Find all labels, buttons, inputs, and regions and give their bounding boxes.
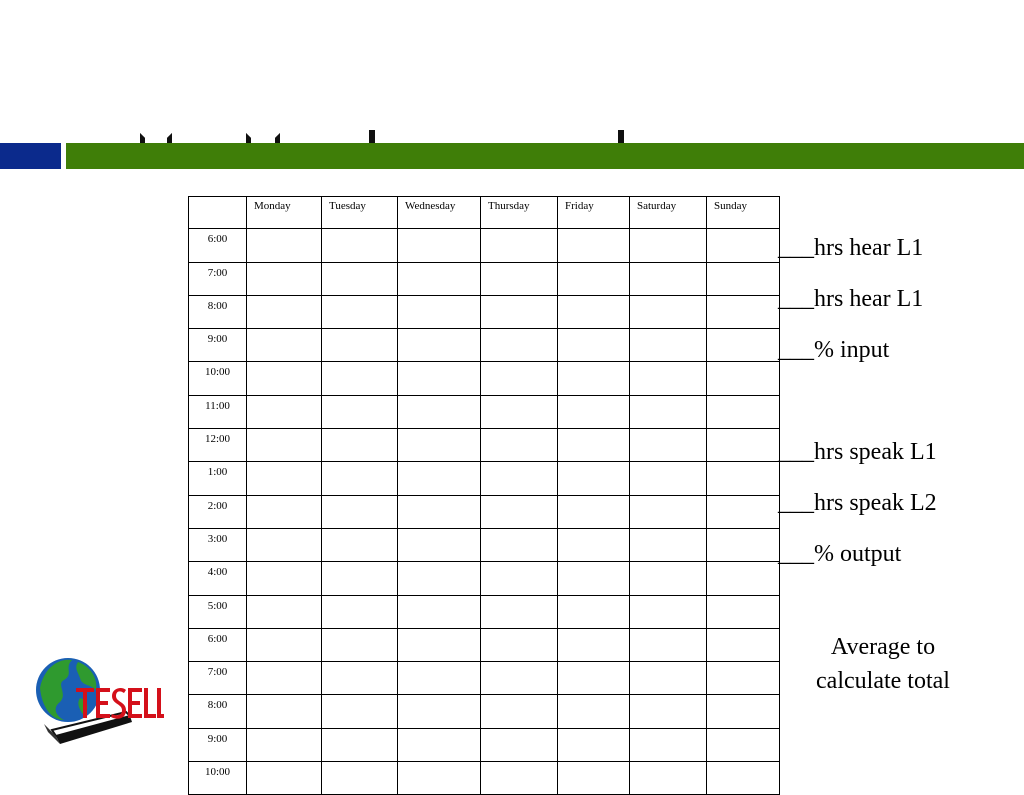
note-line: ___% output	[778, 541, 902, 567]
schedule-cell[interactable]	[398, 462, 481, 495]
schedule-cell[interactable]	[630, 329, 707, 362]
schedule-cell[interactable]	[247, 262, 322, 295]
schedule-cell[interactable]	[558, 362, 630, 395]
schedule-cell[interactable]	[630, 628, 707, 661]
schedule-cell[interactable]	[398, 628, 481, 661]
schedule-cell[interactable]	[398, 495, 481, 528]
schedule-cell[interactable]	[558, 562, 630, 595]
schedule-cell[interactable]	[398, 429, 481, 462]
schedule-cell[interactable]	[481, 295, 558, 328]
schedule-cell[interactable]	[247, 528, 322, 561]
schedule-cell[interactable]	[398, 295, 481, 328]
schedule-cell[interactable]	[630, 728, 707, 761]
schedule-cell[interactable]	[558, 262, 630, 295]
time-row	[189, 628, 780, 661]
schedule-cell[interactable]	[481, 628, 558, 661]
time-row	[189, 695, 780, 728]
schedule-body	[189, 229, 780, 795]
tally-notes	[778, 223, 937, 580]
schedule-cell[interactable]	[322, 528, 398, 561]
average-line: Average to	[830, 634, 936, 660]
header-band-green	[66, 143, 1024, 169]
schedule-cell[interactable]	[247, 762, 322, 795]
time-row	[189, 595, 780, 628]
spacer	[778, 376, 937, 427]
schedule-cell[interactable]	[630, 495, 707, 528]
schedule-cell[interactable]	[322, 495, 398, 528]
schedule-cell[interactable]	[707, 395, 780, 428]
schedule-cell[interactable]	[707, 628, 780, 661]
schedule-cell[interactable]	[481, 662, 558, 695]
day-header: Thursday	[481, 197, 558, 229]
schedule-cell[interactable]	[558, 595, 630, 628]
time-label: 8:00	[189, 295, 247, 328]
time-label: 1:00	[189, 462, 247, 495]
schedule-cell[interactable]	[707, 429, 780, 462]
schedule-cell[interactable]	[707, 295, 780, 328]
schedule-cell[interactable]	[558, 329, 630, 362]
time-row	[189, 362, 780, 395]
schedule-cell[interactable]	[630, 695, 707, 728]
schedule-cell[interactable]	[322, 562, 398, 595]
day-header: Friday	[558, 197, 630, 229]
schedule-cell[interactable]	[707, 562, 780, 595]
schedule-cell[interactable]	[398, 262, 481, 295]
schedule-cell[interactable]	[630, 562, 707, 595]
schedule-cell[interactable]	[398, 528, 481, 561]
schedule-cell[interactable]	[481, 595, 558, 628]
schedule-cell[interactable]	[398, 562, 481, 595]
schedule-cell[interactable]	[558, 762, 630, 795]
note-line: ___hrs speak L1	[778, 439, 937, 465]
schedule-cell[interactable]	[398, 329, 481, 362]
schedule-cell[interactable]	[322, 329, 398, 362]
time-row	[189, 762, 780, 795]
schedule-cell[interactable]	[322, 462, 398, 495]
day-header: Tuesday	[322, 197, 398, 229]
schedule-cell[interactable]	[558, 662, 630, 695]
note-line: ___hrs hear L1	[778, 235, 924, 261]
schedule-cell[interactable]	[707, 728, 780, 761]
schedule-cell[interactable]	[247, 695, 322, 728]
schedule-cell[interactable]	[481, 728, 558, 761]
schedule-cell[interactable]	[558, 528, 630, 561]
schedule-cell[interactable]	[247, 562, 322, 595]
schedule-cell[interactable]	[398, 362, 481, 395]
schedule-cell[interactable]	[558, 628, 630, 661]
schedule-cell[interactable]	[630, 295, 707, 328]
schedule-cell[interactable]	[247, 728, 322, 761]
schedule-cell[interactable]	[630, 662, 707, 695]
schedule-cell[interactable]	[398, 662, 481, 695]
day-header: Wednesday	[398, 197, 481, 229]
schedule-cell[interactable]	[322, 295, 398, 328]
time-row	[189, 495, 780, 528]
note-line: ___hrs hear L1	[778, 286, 924, 312]
schedule-cell[interactable]	[322, 429, 398, 462]
schedule-cell[interactable]	[481, 462, 558, 495]
time-label: 10:00	[189, 362, 247, 395]
schedule-cell[interactable]	[322, 262, 398, 295]
day-header: Sunday	[707, 197, 780, 229]
schedule-cell[interactable]	[322, 762, 398, 795]
schedule-cell[interactable]	[481, 695, 558, 728]
day-header: Monday	[247, 197, 322, 229]
weekly-schedule-table	[188, 196, 780, 795]
schedule-cell[interactable]	[322, 628, 398, 661]
schedule-cell[interactable]	[707, 662, 780, 695]
schedule-cell[interactable]	[322, 662, 398, 695]
average-note	[783, 630, 983, 698]
schedule-cell[interactable]	[707, 362, 780, 395]
time-row	[189, 429, 780, 462]
schedule-cell[interactable]	[398, 695, 481, 728]
schedule-cell[interactable]	[707, 462, 780, 495]
schedule-cell[interactable]	[558, 395, 630, 428]
time-label: 3:00	[189, 528, 247, 561]
schedule-cell[interactable]	[247, 628, 322, 661]
schedule-cell[interactable]	[247, 395, 322, 428]
time-label: 10:00	[189, 762, 247, 795]
time-label: 8:00	[189, 695, 247, 728]
schedule-cell[interactable]	[481, 528, 558, 561]
schedule-cell[interactable]	[398, 595, 481, 628]
schedule-cell[interactable]	[322, 595, 398, 628]
corner-cell	[189, 197, 247, 229]
time-row	[189, 295, 780, 328]
time-label: 7:00	[189, 662, 247, 695]
schedule-cell[interactable]	[481, 495, 558, 528]
schedule-cell[interactable]	[630, 362, 707, 395]
schedule-cell[interactable]	[558, 728, 630, 761]
schedule-cell[interactable]	[707, 762, 780, 795]
schedule-cell[interactable]	[481, 562, 558, 595]
schedule-cell[interactable]	[707, 528, 780, 561]
schedule-cell[interactable]	[630, 229, 707, 262]
schedule-cell[interactable]	[481, 229, 558, 262]
schedule-cell[interactable]	[247, 329, 322, 362]
schedule-cell[interactable]	[630, 595, 707, 628]
time-label: 2:00	[189, 495, 247, 528]
schedule-cell[interactable]	[247, 495, 322, 528]
header-row	[189, 197, 780, 229]
time-label: 7:00	[189, 262, 247, 295]
time-row	[189, 229, 780, 262]
schedule-cell[interactable]	[481, 262, 558, 295]
note-line: ___% input	[778, 337, 890, 363]
schedule-cell[interactable]	[322, 695, 398, 728]
time-row	[189, 462, 780, 495]
schedule-cell[interactable]	[481, 762, 558, 795]
schedule-cell[interactable]	[481, 329, 558, 362]
schedule-cell[interactable]	[398, 229, 481, 262]
time-row	[189, 728, 780, 761]
day-header: Saturday	[630, 197, 707, 229]
average-line: calculate total	[816, 668, 950, 694]
time-label: 5:00	[189, 595, 247, 628]
schedule-cell[interactable]	[707, 695, 780, 728]
time-row	[189, 262, 780, 295]
schedule-cell[interactable]	[558, 229, 630, 262]
time-label: 6:00	[189, 628, 247, 661]
schedule-cell[interactable]	[630, 462, 707, 495]
schedule-cell[interactable]	[247, 362, 322, 395]
schedule-cell[interactable]	[630, 528, 707, 561]
time-row	[189, 395, 780, 428]
schedule-cell[interactable]	[322, 362, 398, 395]
time-label: 11:00	[189, 395, 247, 428]
time-label: 9:00	[189, 728, 247, 761]
schedule-cell[interactable]	[398, 395, 481, 428]
schedule-cell[interactable]	[630, 762, 707, 795]
schedule-cell[interactable]	[558, 495, 630, 528]
schedule-cell[interactable]	[322, 229, 398, 262]
time-label: 9:00	[189, 329, 247, 362]
schedule-cell[interactable]	[630, 429, 707, 462]
schedule-cell[interactable]	[322, 728, 398, 761]
schedule-cell[interactable]	[247, 662, 322, 695]
schedule-cell[interactable]	[398, 762, 481, 795]
schedule-cell[interactable]	[247, 229, 322, 262]
schedule-cell[interactable]	[247, 595, 322, 628]
schedule-cell[interactable]	[630, 395, 707, 428]
schedule-cell[interactable]	[247, 295, 322, 328]
note-line: ___hrs speak L2	[778, 490, 937, 516]
schedule-cell[interactable]	[707, 495, 780, 528]
header-band-blue	[0, 143, 61, 169]
schedule-cell[interactable]	[707, 329, 780, 362]
schedule-cell[interactable]	[481, 395, 558, 428]
time-label: 6:00	[189, 229, 247, 262]
schedule-cell[interactable]	[322, 395, 398, 428]
schedule-cell[interactable]	[707, 595, 780, 628]
time-label: 12:00	[189, 429, 247, 462]
time-row	[189, 329, 780, 362]
schedule-cell[interactable]	[481, 429, 558, 462]
tesell-logo	[34, 650, 164, 754]
time-row	[189, 562, 780, 595]
schedule-cell[interactable]	[707, 229, 780, 262]
globe-book-logo-icon	[34, 650, 164, 754]
schedule-cell[interactable]	[630, 262, 707, 295]
schedule-cell[interactable]	[247, 429, 322, 462]
schedule-cell[interactable]	[558, 429, 630, 462]
time-label: 4:00	[189, 562, 247, 595]
time-row	[189, 528, 780, 561]
schedule-cell[interactable]	[558, 695, 630, 728]
schedule-cell[interactable]	[481, 362, 558, 395]
schedule-cell[interactable]	[247, 462, 322, 495]
schedule-cell[interactable]	[558, 295, 630, 328]
time-row	[189, 662, 780, 695]
schedule-cell[interactable]	[707, 262, 780, 295]
schedule-cell[interactable]	[398, 728, 481, 761]
schedule-cell[interactable]	[558, 462, 630, 495]
